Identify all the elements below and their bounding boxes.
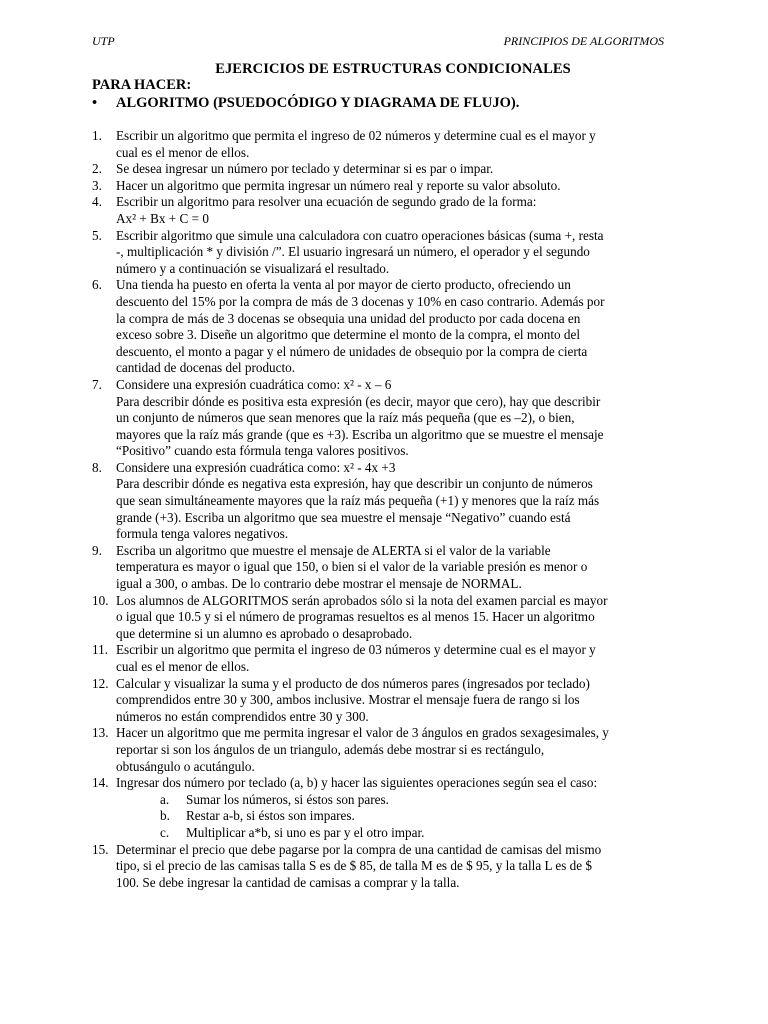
exercise-text-line: mayores que la raíz más grande (que es +3). Escriba un algoritmo que se muestre el mensaje — [116, 426, 604, 442]
exercise-item — [92, 593, 692, 643]
header-right-text: PRINCIPIOS DE ALGORITMOS — [503, 34, 664, 48]
sub-item — [116, 825, 692, 842]
exercise-number: 4. — [92, 194, 102, 210]
exercise-text-line: formula tenga valores negativos. — [116, 526, 289, 542]
exercise-text-line: Se desea ingresar un número por teclado y determinar si es par o impar. — [116, 161, 494, 177]
sub-item — [116, 792, 692, 809]
exercise-number: 10. — [92, 592, 109, 608]
exercise-item — [92, 194, 692, 227]
document-title: EJERCICIOS DE ESTRUCTURAS CONDICIONALES — [215, 61, 571, 77]
exercise-item — [92, 161, 692, 178]
exercise-item — [92, 128, 692, 161]
exercise-text-line: Para describir dónde es negativa esta expresión, hay que describir un conjunto de números — [116, 476, 593, 492]
exercise-text-line: obtusángulo o acutángulo. — [116, 758, 255, 774]
exercise-number: 1. — [92, 128, 102, 143]
sub-item — [116, 808, 692, 825]
exercise-text-line: descuento del 15% por la compra de más de 3 docenas y 10% en caso contrario. Además por — [116, 293, 605, 309]
exercise-text-line: que sean simultáneamente mayores que la raíz más pequeña (+1) y menores que la raíz más — [116, 493, 600, 509]
exercise-text-line: Escriba un algoritmo que muestre el mensaje de ALERTA si el valor de la variable — [116, 542, 551, 558]
exercise-item — [92, 460, 692, 543]
exercise-text-line: Hacer un algoritmo que me permita ingresar el valor de 3 ángulos en grados sexagesimales, y — [116, 725, 609, 741]
exercise-number: 3. — [92, 177, 102, 193]
exercise-text-line: Considere una expresión cuadrática como: x² - 4x +3 — [116, 459, 396, 475]
exercise-text-line: cual es el menor de ellos. — [116, 144, 250, 160]
exercise-text-line: Ingresar dos número por teclado (a, b) y hacer las siguientes operaciones según sea el caso: — [116, 775, 598, 791]
exercise-item — [92, 228, 692, 278]
exercise-number: 8. — [92, 459, 102, 475]
section-label: PARA HACER: — [92, 77, 192, 93]
header-left-text: UTP — [92, 34, 115, 48]
exercise-text-line: Escribir algoritmo que simule una calculadora con cuatro operaciones básicas (suma +, resta — [116, 227, 604, 243]
exercise-text-line: Los alumnos de ALGORITMOS serán aprobados sólo si la nota del examen parcial es mayor — [116, 592, 608, 608]
exercise-text-line: Escribir un algoritmo que permita el ingreso de 02 números y determine cual es el mayor y — [116, 128, 596, 143]
exercise-text-line: Considere una expresión cuadrática como: x² - x – 6 — [116, 376, 392, 392]
exercise-text-line: número y a continuación se visualizará el resultado. — [116, 260, 390, 276]
exercise-text-line: Calcular y visualizar la suma y el producto de dos números pares (ingresados por teclado) — [116, 675, 590, 691]
exercise-text-line: -, multiplicación * y división /”. El usuario ingresará un número, el operador y el segundo — [116, 244, 590, 260]
sub-item-text: Multiplicar a*b, si uno es par y el otro impar. — [186, 824, 425, 840]
exercise-item — [92, 377, 692, 460]
exercise-number: 11. — [92, 642, 108, 658]
exercise-text-line: temperatura es mayor o igual que 150, o bien si el valor de la variable presión es menor o — [116, 559, 588, 575]
exercise-text-line: un conjunto de números que sean menores que la raíz más pequeña (que es –2), o bien, — [116, 410, 575, 426]
exercise-text-line: igual a 300, o ambas. De lo contrario debe mostrar el mensaje de NORMAL. — [116, 576, 522, 592]
bullet-text: ALGORITMO (PSUEDOCÓDIGO Y DIAGRAMA DE FLUJO). — [116, 95, 520, 111]
exercise-number: 7. — [92, 376, 102, 392]
sub-item-text: Sumar los números, si éstos son pares. — [186, 791, 389, 807]
exercise-item — [92, 842, 692, 892]
exercise-item — [92, 543, 692, 593]
exercise-item — [92, 277, 692, 377]
exercise-list — [92, 128, 692, 891]
exercise-number: 15. — [92, 841, 109, 857]
sub-item-label: b. — [160, 808, 170, 824]
exercise-number: 6. — [92, 277, 102, 293]
exercise-text-line: 100. Se debe ingresar la cantidad de camisas a comprar y la talla. — [116, 874, 460, 890]
exercise-text-line: o igual que 10.5 y si el número de programas resueltos es al menos 15. Hacer un algoritmo — [116, 609, 595, 625]
exercise-text-line: tipo, si el precio de las camisas talla S es de $ 85, de talla M es de $ 95, y la talla L es de $ — [116, 858, 592, 874]
exercise-text-line: reportar si son los ángulos de un triangulo, además debe mostrar si es rectángulo, — [116, 741, 545, 757]
exercise-text-line: Hacer un algoritmo que permita ingresar un número real y reporte su valor absoluto. — [116, 177, 561, 193]
exercise-text-line: cantidad de docenas del producto. — [116, 360, 296, 376]
exercise-text-line: Una tienda ha puesto en oferta la venta al por mayor de cierto producto, ofreciendo un — [116, 277, 571, 293]
exercise-number: 5. — [92, 227, 102, 243]
exercise-number: 2. — [92, 161, 102, 177]
exercise-text-line: “Positivo” cuando esta fórmula tenga valores positivos. — [116, 443, 409, 459]
exercise-text-line: grande (+3). Escriba un algoritmo que sea muestre el mensaje “Negativo” cuando está — [116, 509, 571, 525]
exercise-text-line: Para describir dónde es positiva esta expresión (es decir, mayor que cero), hay que describir — [116, 393, 601, 409]
exercise-text-line: que determine si un alumno es aprobado o desaprobado. — [116, 625, 413, 641]
exercise-number: 13. — [92, 725, 109, 741]
exercise-text-line: descuento, el monto a pagar y el número de unidades de obsequio por la compra de cierta — [116, 343, 588, 359]
exercise-item — [92, 775, 692, 841]
exercise-text-line: Ax² + Bx + C = 0 — [116, 210, 209, 226]
exercise-item — [92, 178, 692, 195]
sub-item-text: Restar a-b, si éstos son impares. — [186, 808, 355, 824]
exercise-number: 12. — [92, 675, 109, 691]
exercise-text-line: números no están comprendidos entre 30 y 300. — [116, 708, 369, 724]
exercise-text-line: Escribir un algoritmo para resolver una ecuación de segundo grado de la forma: — [116, 194, 537, 210]
sub-item-label: c. — [160, 824, 170, 840]
exercise-number: 14. — [92, 775, 109, 791]
exercise-item — [92, 642, 692, 675]
exercise-text-line: Escribir un algoritmo que permita el ingreso de 03 números y determine cual es el mayor y — [116, 642, 596, 658]
exercise-item — [92, 725, 692, 775]
exercise-text-line: comprendidos entre 30 y 300, ambos inclusive. Mostrar el mensaje fuera de rango si los — [116, 692, 580, 708]
exercise-item — [92, 676, 692, 726]
sub-item-label: a. — [160, 791, 170, 807]
exercise-text-line: Determinar el precio que debe pagarse por la compra de una cantidad de camisas del mismo — [116, 841, 602, 857]
exercise-text-line: la compra de más de 3 docenas se obsequia una unidad del producto por cada docena en — [116, 310, 581, 326]
exercise-text-line: cual es el menor de ellos. — [116, 659, 250, 674]
exercise-number: 9. — [92, 542, 102, 558]
bullet-icon: • — [92, 95, 98, 111]
bullet-item — [92, 95, 519, 112]
exercise-text-line: exceso sobre 3. Diseñe un algoritmo que determine el monto de la compra, el monto del — [116, 327, 580, 343]
page-header — [92, 34, 664, 50]
